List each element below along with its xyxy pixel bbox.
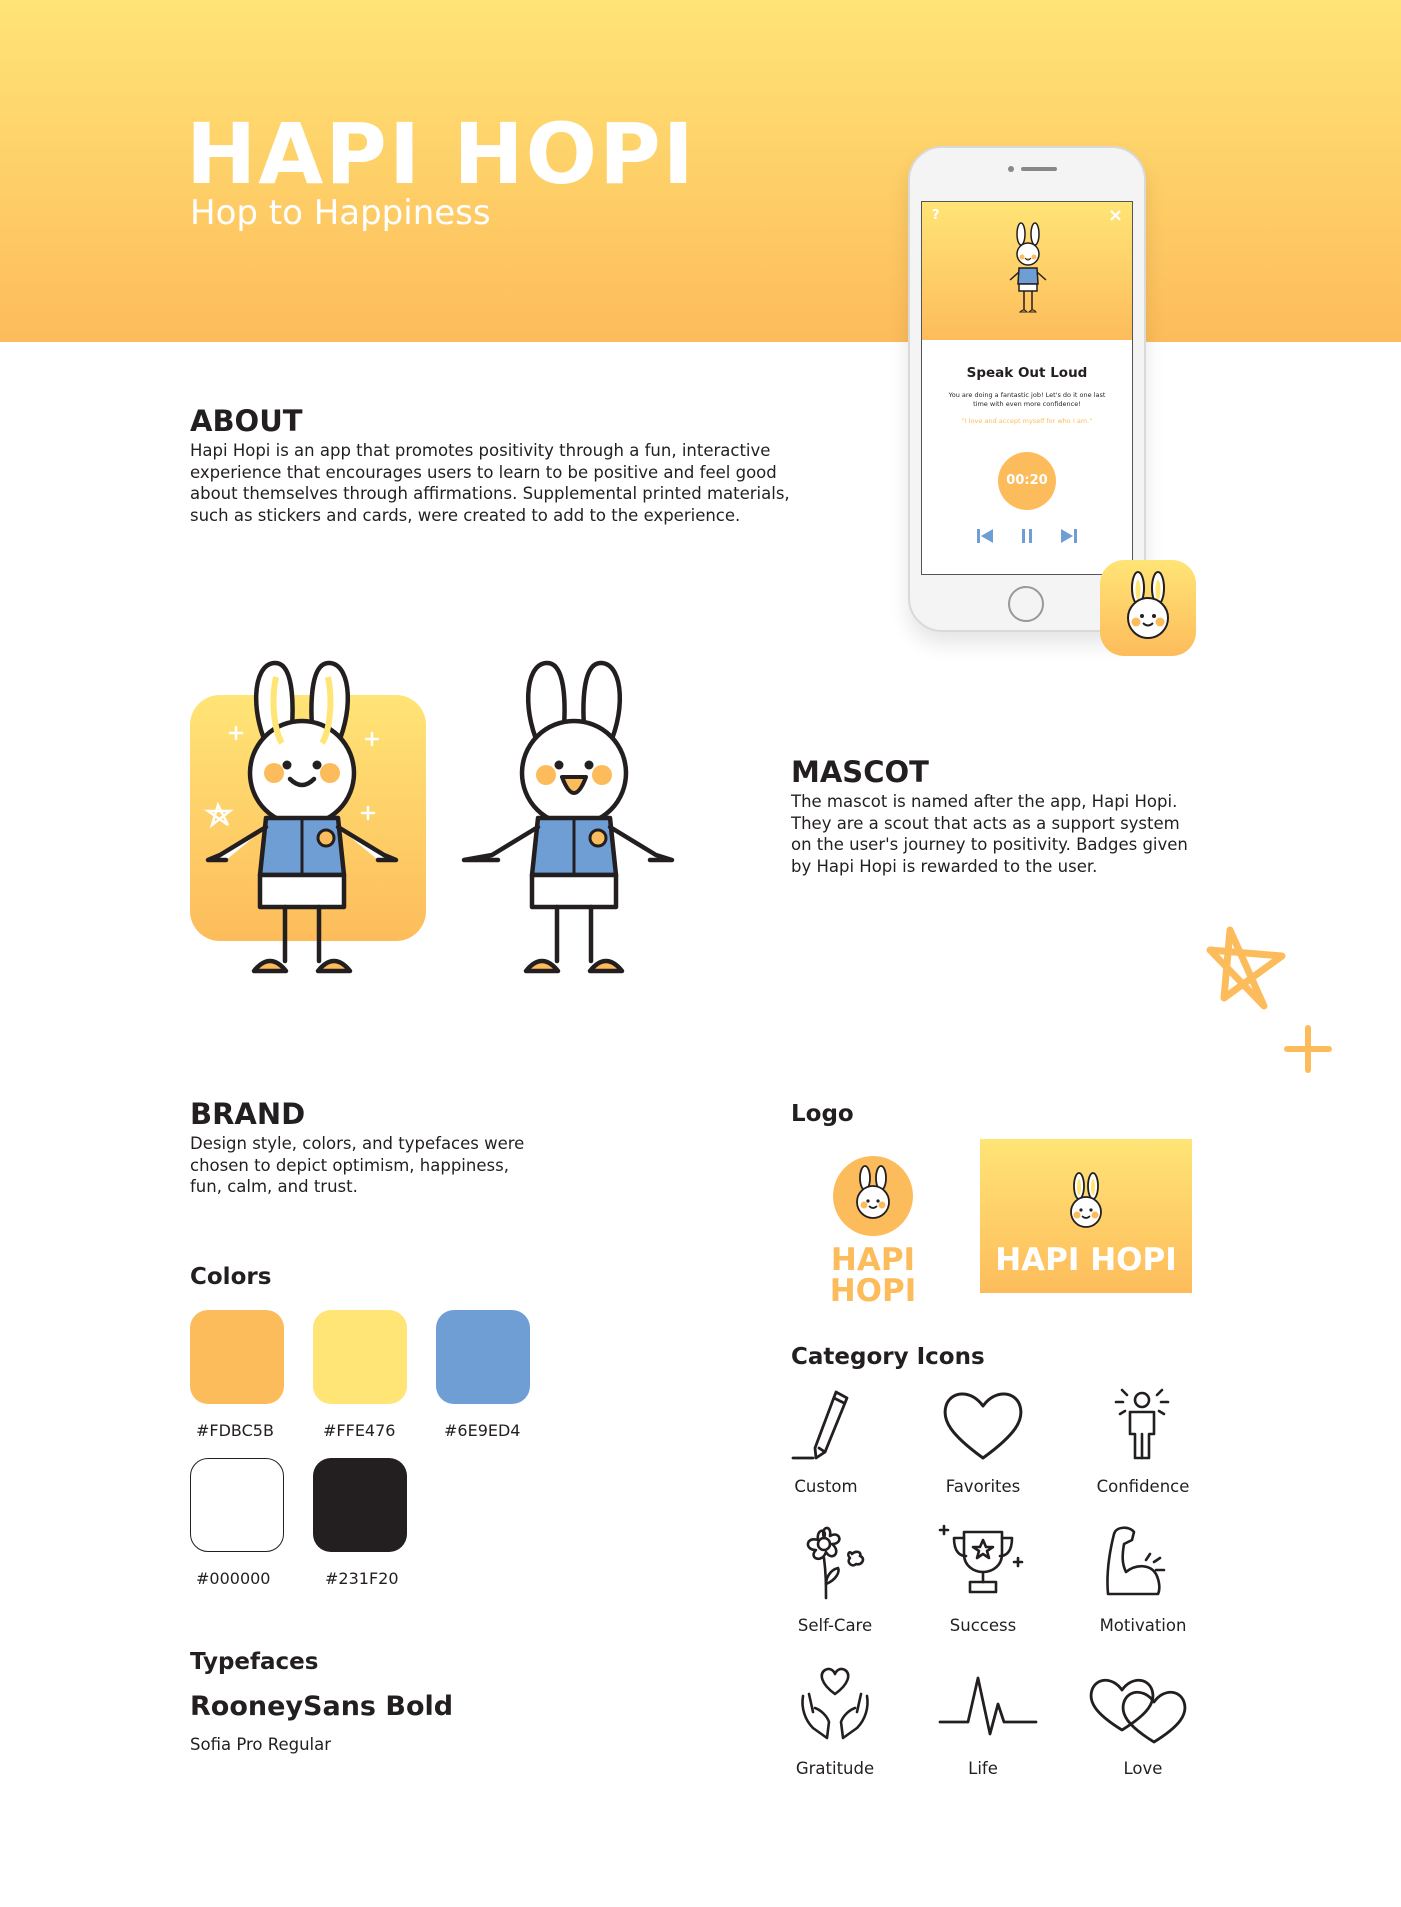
trophy-icon (938, 1520, 1028, 1600)
category-label-favorites: Favorites (945, 1477, 1021, 1496)
logo-wordmark-light: HAPI HOPI (829, 1242, 917, 1309)
color-label: #FDBC5B (196, 1421, 274, 1440)
color-swatch-blue (436, 1310, 530, 1404)
mascot-waving-icon (190, 655, 426, 985)
heartbeat-icon (938, 1670, 1038, 1740)
timer-button[interactable]: 00:20 (998, 452, 1056, 510)
colors-heading: Colors (190, 1264, 272, 1290)
logo-bunny-icon (1064, 1170, 1108, 1230)
phone-speaker (1021, 167, 1057, 171)
typeface-primary: RooneySans Bold (190, 1691, 454, 1722)
about-heading: ABOUT (190, 404, 303, 438)
phone-camera (1008, 166, 1014, 172)
next-icon[interactable] (1060, 528, 1078, 544)
category-label-love: Love (1123, 1759, 1163, 1778)
screen-title: Speak Out Loud (966, 365, 1088, 381)
person-icon (1112, 1386, 1172, 1466)
category-icons-heading: Category Icons (791, 1344, 985, 1370)
mascot-heading: MASCOT (791, 755, 929, 789)
color-label: #000000 (196, 1569, 271, 1588)
category-label-success: Success (949, 1616, 1017, 1635)
color-label: #231F20 (325, 1569, 399, 1588)
pause-icon[interactable] (1019, 528, 1035, 544)
star-icon (1202, 922, 1292, 1012)
plus-icon (1283, 1024, 1333, 1074)
screen-message: You are doing a fantastic job! Let's do it one last time with even more confidence! (948, 391, 1106, 408)
category-label-confidence: Confidence (1096, 1477, 1190, 1496)
screen-affirmation: "I love and accept myself for who I am." (961, 417, 1093, 425)
mascot-small-icon (1000, 222, 1056, 318)
help-icon[interactable]: ? (932, 208, 940, 223)
app-icon (1100, 560, 1196, 656)
previous-icon[interactable] (976, 528, 994, 544)
color-swatch-dark (313, 1458, 407, 1552)
muscle-icon (1100, 1520, 1180, 1600)
about-text: Hapi Hopi is an app that promotes positivity through a fun, interactive experience that encourages users to learn to be positive and feel good about themselves through affirmations. Supplemental printed materials, such as stickers and cards, were created to add to the experience. (190, 441, 790, 525)
brand-heading: BRAND (190, 1097, 306, 1131)
typefaces-heading: Typefaces (190, 1649, 319, 1675)
category-label-motivation: Motivation (1099, 1616, 1187, 1635)
app-title: HAPI HOPI (186, 105, 696, 203)
color-swatch-orange (190, 1310, 284, 1404)
close-icon[interactable]: × (1108, 205, 1124, 226)
logo-heading: Logo (791, 1101, 854, 1127)
color-label: #FFE476 (323, 1421, 396, 1440)
brand-text: Design style, colors, and typefaces were chosen to depict optimism, happiness, fun, calm, and trust. (190, 1134, 525, 1196)
color-label: #6E9ED4 (444, 1421, 521, 1440)
color-swatch-yellow (313, 1310, 407, 1404)
flower-icon (800, 1522, 870, 1600)
pencil-icon (789, 1386, 859, 1466)
mascot-text: The mascot is named after the app, Hapi Hopi. They are a scout that acts as a support system on the user's journey to positivity. Badges given by Hapi Hopi is rewarded to the user. (791, 792, 1188, 876)
mascot-standing-icon (460, 655, 680, 985)
bunny-face-icon (1100, 560, 1196, 656)
logo-circle-icon (833, 1156, 913, 1236)
typeface-secondary: Sofia Pro Regular (190, 1735, 332, 1754)
color-swatch-white (190, 1458, 284, 1552)
hands-heart-icon (795, 1664, 875, 1744)
logo-wordmark-dark: HAPI HOPI (995, 1242, 1177, 1278)
category-label-self-care: Self-Care (797, 1616, 873, 1635)
heart-icon (938, 1386, 1028, 1466)
app-tagline: Hop to Happiness (190, 193, 491, 233)
category-label-life: Life (968, 1759, 998, 1778)
two-hearts-icon (1082, 1668, 1198, 1748)
phone-screen (921, 201, 1133, 575)
category-label-custom: Custom (794, 1477, 858, 1496)
category-label-gratitude: Gratitude (795, 1759, 875, 1778)
home-button[interactable] (1008, 586, 1044, 622)
